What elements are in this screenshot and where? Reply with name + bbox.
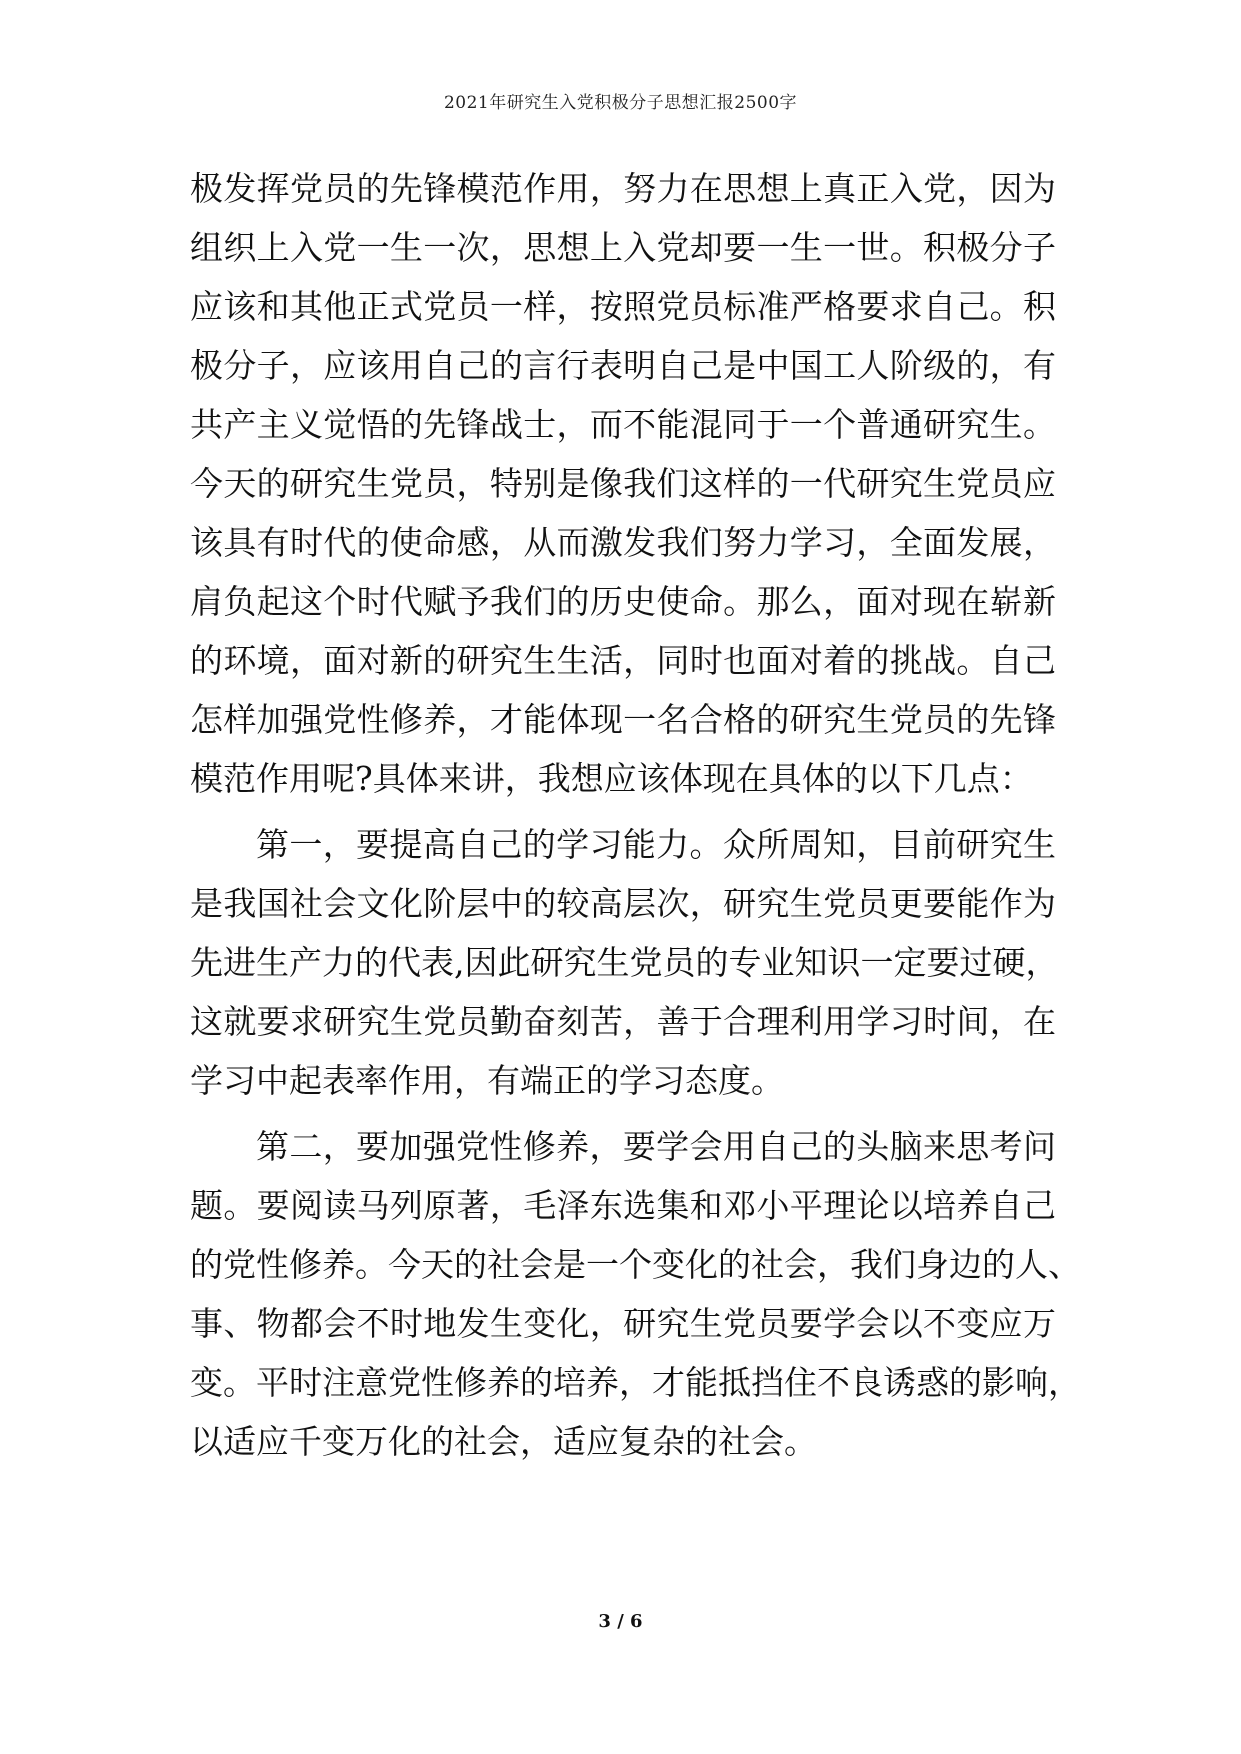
text-line: 的党性修养。今天的社会是一个变化的社会，我们身边的人、 (190, 1245, 1081, 1284)
paragraph-spacing (190, 808, 1056, 815)
text-line: 学习中起表率作用，有端正的学习态度。 (190, 1061, 784, 1100)
text-line: 的环境，面对新的研究生生活，同时也面对着的挑战。自己 (190, 641, 1056, 680)
document-body (190, 159, 1081, 1471)
page-header-title: 2021年研究生入党积极分子思想汇报2500字 (443, 93, 798, 113)
text-line: 今天的研究生党员，特别是像我们这样的一代研究生党员应 (190, 464, 1056, 503)
text-line: 应该和其他正式党员一样，按照党员标准严格要求自己。积 (190, 287, 1056, 326)
paragraph-spacing (190, 1110, 1056, 1117)
text-line: 第一，要提高自己的学习能力。众所周知，目前研究生 (256, 825, 1056, 864)
text-line: 变。平时注意党性修养的培养，才能抵挡住不良诱惑的影响， (190, 1363, 1081, 1402)
text-line: 该具有时代的使命感，从而激发我们努力学习，全面发展， (190, 523, 1056, 562)
text-line: 模范作用呢?具体来讲，我想应该体现在具体的以下几点： (190, 759, 1033, 798)
text-line: 第二，要加强党性修养，要学会用自己的头脑来思考问 (256, 1127, 1056, 1166)
text-line: 共产主义觉悟的先锋战士，而不能混同于一个普通研究生。 (190, 405, 1056, 444)
text-line: 事、物都会不时地发生变化，研究生党员要学会以不变应万 (190, 1304, 1056, 1343)
text-line: 组织上入党一生一次，思想上入党却要一生一世。积极分子 (190, 228, 1056, 267)
paragraph-2 (190, 815, 1059, 1110)
text-line: 先进生产力的代表,因此研究生党员的专业知识一定要过硬， (190, 943, 1059, 982)
paragraph-1 (190, 159, 1056, 808)
text-line: 极分子，应该用自己的言行表明自己是中国工人阶级的，有 (190, 346, 1056, 385)
paragraph-3 (190, 1117, 1081, 1471)
text-line: 肩负起这个时代赋予我们的历史使命。那么，面对现在崭新 (190, 582, 1056, 621)
text-line: 这就要求研究生党员勤奋刻苦，善于合理利用学习时间，在 (190, 1002, 1056, 1041)
text-line: 怎样加强党性修养，才能体现一名合格的研究生党员的先锋 (190, 700, 1056, 739)
text-line: 题。要阅读马列原著，毛泽东选集和邓小平理论以培养自己 (190, 1186, 1056, 1225)
text-line: 以适应千变万化的社会，适应复杂的社会。 (190, 1422, 817, 1461)
page-number: 3 / 6 (598, 1611, 643, 1632)
text-line: 是我国社会文化阶层中的较高层次，研究生党员更要能作为 (190, 884, 1056, 923)
text-line: 极发挥党员的先锋模范作用，努力在思想上真正入党，因为 (190, 169, 1056, 208)
